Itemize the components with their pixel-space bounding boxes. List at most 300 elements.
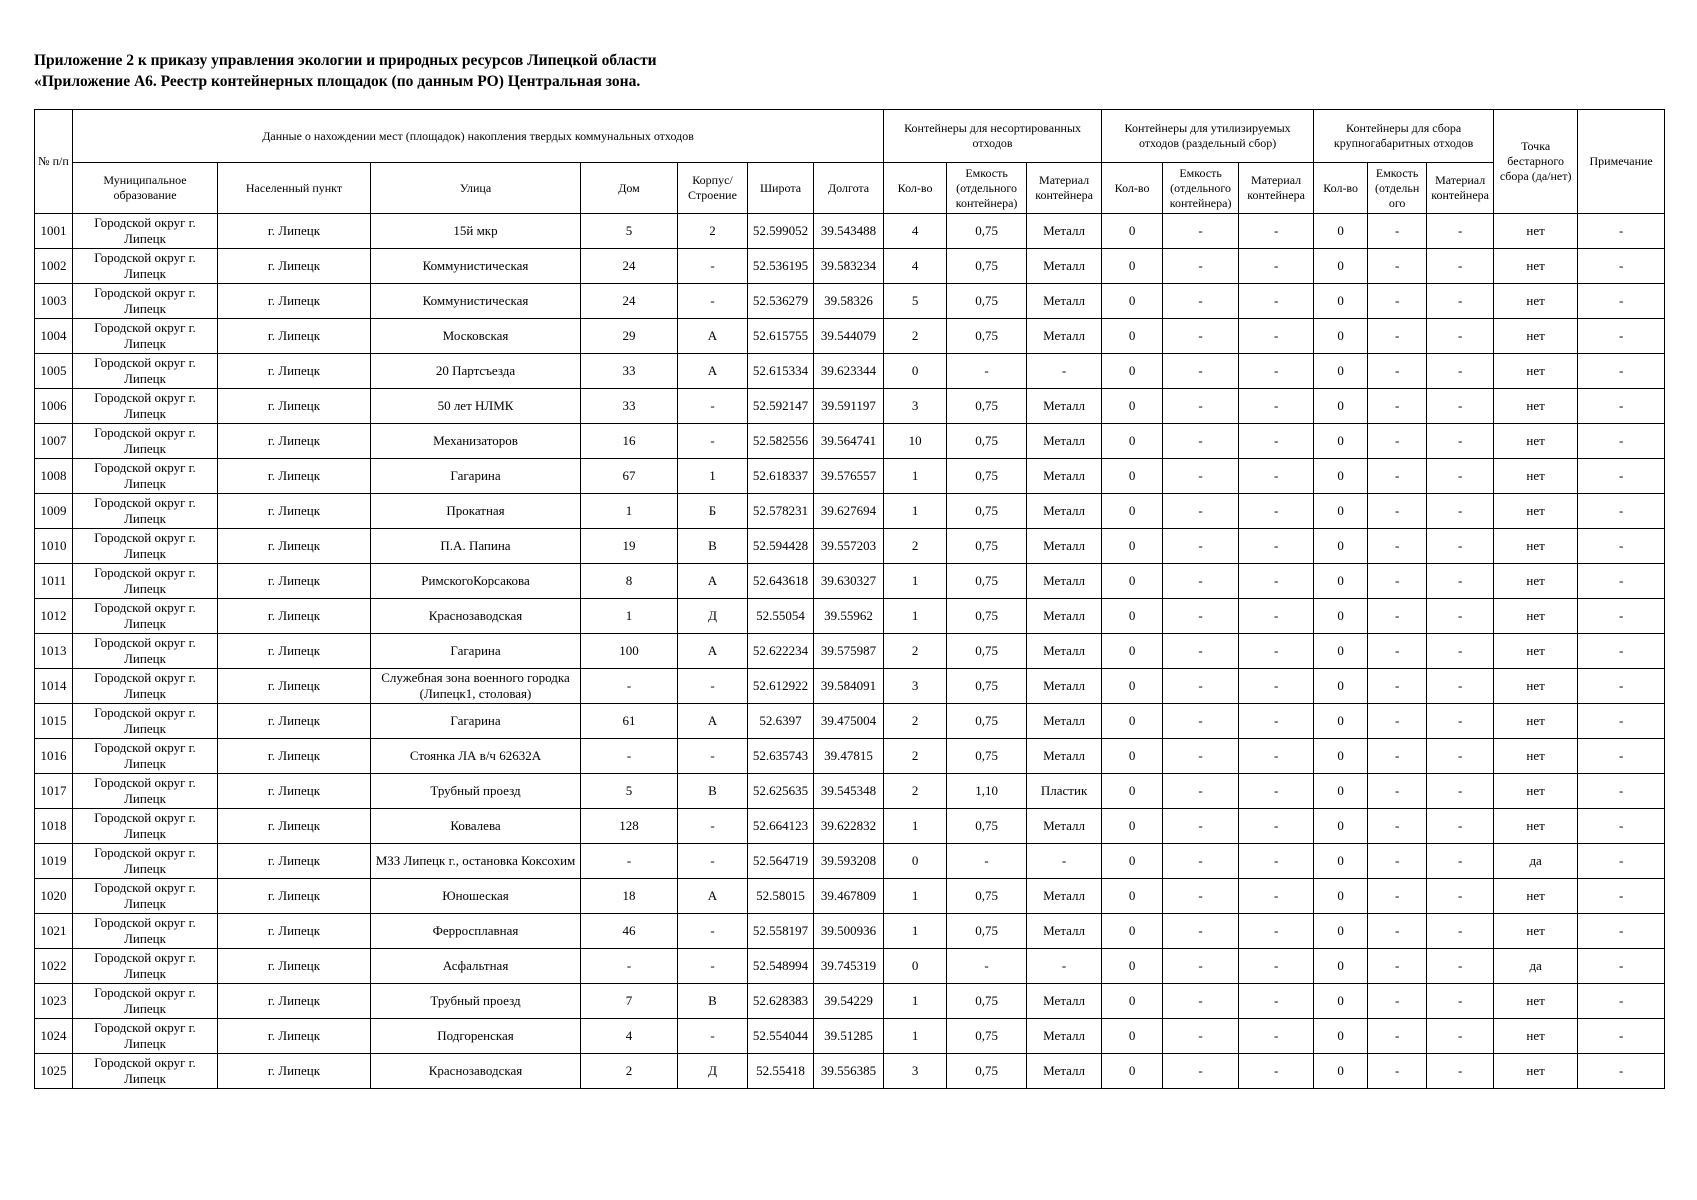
table-cell: 1025 (35, 1054, 73, 1089)
header-bulky-material: Материал контейнера (1427, 163, 1494, 214)
table-cell: - (678, 914, 748, 949)
table-cell: да (1494, 949, 1578, 984)
table-cell: 0,75 (947, 389, 1027, 424)
table-cell: 5 (581, 214, 678, 249)
table-cell: 0 (1314, 529, 1368, 564)
table-cell: - (1578, 1054, 1665, 1089)
table-cell: 39.54229 (814, 984, 884, 1019)
table-cell: - (1578, 739, 1665, 774)
table-cell: - (1578, 634, 1665, 669)
table-cell: 1 (884, 984, 947, 1019)
table-cell: 0,75 (947, 879, 1027, 914)
table-cell: Городской округ г. Липецк (73, 319, 218, 354)
table-cell: 2 (884, 319, 947, 354)
table-cell: 52.548994 (748, 949, 814, 984)
table-cell: 0 (1314, 774, 1368, 809)
table-cell: нет (1494, 914, 1578, 949)
table-cell: 0 (1314, 949, 1368, 984)
table-cell: - (1368, 1019, 1427, 1054)
table-cell: нет (1494, 669, 1578, 704)
table-cell: 0 (1314, 1019, 1368, 1054)
table-cell: - (1578, 599, 1665, 634)
table-cell: 39.591197 (814, 389, 884, 424)
table-cell: Стоянка ЛА в/ч 62632А (371, 739, 581, 774)
table-cell: - (1239, 914, 1314, 949)
table-cell: 39.500936 (814, 914, 884, 949)
table-cell: 1 (884, 809, 947, 844)
table-cell: 0 (1314, 459, 1368, 494)
table-cell: 52.622234 (748, 634, 814, 669)
table-cell: - (1578, 529, 1665, 564)
table-cell: 0 (1102, 424, 1163, 459)
table-cell: - (1578, 494, 1665, 529)
table-cell: Гагарина (371, 459, 581, 494)
table-cell: нет (1494, 564, 1578, 599)
table-cell: г. Липецк (218, 984, 371, 1019)
table-cell: г. Липецк (218, 599, 371, 634)
table-row (35, 599, 1665, 634)
table-cell: 1001 (35, 214, 73, 249)
table-body (35, 214, 1665, 1089)
table-cell: 0 (1314, 739, 1368, 774)
table-cell: - (1239, 809, 1314, 844)
table-cell: 39.543488 (814, 214, 884, 249)
table-cell: 0,75 (947, 739, 1027, 774)
table-cell: 39.630327 (814, 564, 884, 599)
header-settlement: Населенный пункт (218, 163, 371, 214)
table-cell: нет (1494, 704, 1578, 739)
table-cell: 18 (581, 879, 678, 914)
table-cell: 24 (581, 249, 678, 284)
table-row (35, 844, 1665, 879)
table-cell: - (1578, 214, 1665, 249)
table-cell: - (678, 809, 748, 844)
table-cell: Юношеская (371, 879, 581, 914)
table-cell: 52.55054 (748, 599, 814, 634)
table-cell: - (1427, 249, 1494, 284)
table-cell: 52.554044 (748, 1019, 814, 1054)
table-row (35, 739, 1665, 774)
table-cell: 0,75 (947, 494, 1027, 529)
header-recyclable-count: Кол-во (1102, 163, 1163, 214)
table-cell: г. Липецк (218, 809, 371, 844)
table-cell: 1006 (35, 389, 73, 424)
table-row (35, 214, 1665, 249)
table-row (35, 459, 1665, 494)
table-cell: 0,75 (947, 634, 1027, 669)
table-cell: 8 (581, 564, 678, 599)
table-cell: Городской округ г. Липецк (73, 389, 218, 424)
table-cell: - (678, 424, 748, 459)
header-house: Дом (581, 163, 678, 214)
table-cell: - (1427, 739, 1494, 774)
table-cell: 0 (1102, 844, 1163, 879)
table-cell: 1012 (35, 599, 73, 634)
table-cell: нет (1494, 459, 1578, 494)
table-cell: 5 (884, 284, 947, 319)
table-cell: Металл (1027, 494, 1102, 529)
table-cell: - (1368, 319, 1427, 354)
table-cell: 1021 (35, 914, 73, 949)
table-cell: - (1239, 844, 1314, 879)
table-cell: нет (1494, 634, 1578, 669)
table-cell: 1008 (35, 459, 73, 494)
table-cell: нет (1494, 809, 1578, 844)
table-cell: нет (1494, 319, 1578, 354)
table-cell: - (1163, 809, 1239, 844)
table-cell: 1022 (35, 949, 73, 984)
table-cell: 0,75 (947, 249, 1027, 284)
table-cell: - (947, 354, 1027, 389)
table-cell: нет (1494, 354, 1578, 389)
table-cell: - (678, 249, 748, 284)
header-building: Корпус/ Строение (678, 163, 748, 214)
table-row (35, 494, 1665, 529)
table-cell: 128 (581, 809, 678, 844)
table-cell: Городской округ г. Липецк (73, 459, 218, 494)
table-row (35, 809, 1665, 844)
table-cell: А (678, 704, 748, 739)
table-cell: Асфальтная (371, 949, 581, 984)
table-cell: - (947, 949, 1027, 984)
table-cell: 1 (581, 494, 678, 529)
table-cell: 0 (1314, 214, 1368, 249)
table-cell: - (1239, 634, 1314, 669)
table-cell: г. Липецк (218, 424, 371, 459)
table-cell: 39.623344 (814, 354, 884, 389)
table-cell: 52.599052 (748, 214, 814, 249)
table-cell: - (1578, 319, 1665, 354)
table-cell: - (1427, 669, 1494, 704)
table-cell: - (1368, 739, 1427, 774)
table-row (35, 354, 1665, 389)
table-cell: 1 (581, 599, 678, 634)
table-cell: - (1427, 844, 1494, 879)
table-cell: Городской округ г. Липецк (73, 634, 218, 669)
table-cell: 52.536279 (748, 284, 814, 319)
table-cell: 0,75 (947, 809, 1027, 844)
header-municipality: Муниципальное образование (73, 163, 218, 214)
table-cell: нет (1494, 1054, 1578, 1089)
table-cell: 0 (1314, 669, 1368, 704)
table-cell: 52.55418 (748, 1054, 814, 1089)
table-cell: Городской округ г. Липецк (73, 284, 218, 319)
table-cell: 0 (1102, 249, 1163, 284)
table-cell: нет (1494, 879, 1578, 914)
table-cell: 0 (1102, 1019, 1163, 1054)
table-cell: - (1239, 739, 1314, 774)
table-cell: Б (678, 494, 748, 529)
table-cell: - (1163, 1019, 1239, 1054)
table-row (35, 529, 1665, 564)
table-cell: А (678, 319, 748, 354)
table-cell: Металл (1027, 704, 1102, 739)
table-cell: 0 (1102, 214, 1163, 249)
table-cell: - (678, 389, 748, 424)
table-cell: Трубный проезд (371, 774, 581, 809)
header-unsorted-capacity: Емкость (отдельного контейнера) (947, 163, 1027, 214)
table-cell: 1018 (35, 809, 73, 844)
table-cell: 0 (1314, 284, 1368, 319)
table-cell: 50 лет НЛМК (371, 389, 581, 424)
table-cell: Коммунистическая (371, 249, 581, 284)
table-cell: 0,75 (947, 284, 1027, 319)
table-cell: - (1163, 354, 1239, 389)
table-cell: 52.564719 (748, 844, 814, 879)
table-cell: - (1427, 1054, 1494, 1089)
table-cell: - (1368, 634, 1427, 669)
table-cell: - (1239, 389, 1314, 424)
table-cell: 2 (884, 704, 947, 739)
table-cell: 1015 (35, 704, 73, 739)
table-cell: - (678, 1019, 748, 1054)
table-cell: 15й мкр (371, 214, 581, 249)
table-cell: - (1578, 424, 1665, 459)
table-cell: 0 (1314, 599, 1368, 634)
table-cell: - (1578, 809, 1665, 844)
table-cell: 16 (581, 424, 678, 459)
table-cell: 0,75 (947, 564, 1027, 599)
table-cell: 24 (581, 284, 678, 319)
table-cell: - (581, 739, 678, 774)
table-cell: - (1427, 459, 1494, 494)
header-bulky-group: Контейнеры для сбора крупногабаритных отходов (1314, 110, 1494, 163)
table-cell: Гагарина (371, 634, 581, 669)
table-cell: 39.557203 (814, 529, 884, 564)
table-cell: 39.622832 (814, 809, 884, 844)
table-cell: 20 Партсъезда (371, 354, 581, 389)
table-cell: 1 (678, 459, 748, 494)
table-cell: В (678, 774, 748, 809)
table-cell: - (1239, 249, 1314, 284)
table-cell: 0 (1314, 879, 1368, 914)
table-cell: - (581, 844, 678, 879)
table-cell: г. Липецк (218, 319, 371, 354)
table-cell: А (678, 564, 748, 599)
table-cell: 0,75 (947, 214, 1027, 249)
table-cell: Городской округ г. Липецк (73, 214, 218, 249)
table-cell: 39.745319 (814, 949, 884, 984)
table-cell: нет (1494, 494, 1578, 529)
table-cell: 52.558197 (748, 914, 814, 949)
table-cell: г. Липецк (218, 459, 371, 494)
table-cell: - (1368, 529, 1427, 564)
header-location-group: Данные о нахождении мест (площадок) накопления твердых коммунальных отходов (73, 110, 884, 163)
table-cell: Металл (1027, 914, 1102, 949)
table-cell: 52.615334 (748, 354, 814, 389)
table-cell: 1011 (35, 564, 73, 599)
table-cell: - (1163, 704, 1239, 739)
table-cell: - (1163, 424, 1239, 459)
table-cell: 52.643618 (748, 564, 814, 599)
table-cell: 52.628383 (748, 984, 814, 1019)
table-cell: 1020 (35, 879, 73, 914)
table-cell: - (1427, 424, 1494, 459)
table-cell: Д (678, 599, 748, 634)
table-cell: Металл (1027, 529, 1102, 564)
table-cell: 1019 (35, 844, 73, 879)
table-row (35, 249, 1665, 284)
table-cell: 39.58326 (814, 284, 884, 319)
table-cell: 7 (581, 984, 678, 1019)
table-cell: 1 (884, 564, 947, 599)
header-note: Примечание (1578, 110, 1665, 214)
table-row (35, 424, 1665, 459)
table-cell: Металл (1027, 249, 1102, 284)
table-cell: - (1368, 284, 1427, 319)
table-cell: - (1163, 984, 1239, 1019)
table-cell: 0,75 (947, 599, 1027, 634)
table-cell: 2 (884, 739, 947, 774)
table-cell: - (678, 739, 748, 774)
table-cell: 39.576557 (814, 459, 884, 494)
table-cell: 2 (678, 214, 748, 249)
table-cell: - (1239, 704, 1314, 739)
table-cell: - (1368, 844, 1427, 879)
table-cell: - (1163, 249, 1239, 284)
table-cell: - (1368, 389, 1427, 424)
table-cell: Металл (1027, 214, 1102, 249)
table-cell: Металл (1027, 599, 1102, 634)
table-cell: - (1368, 879, 1427, 914)
table-cell: - (1368, 214, 1427, 249)
table-cell: 0,75 (947, 704, 1027, 739)
table-cell: Металл (1027, 739, 1102, 774)
table-cell: 0 (1314, 634, 1368, 669)
table-cell: - (1368, 949, 1427, 984)
table-cell: 39.545348 (814, 774, 884, 809)
table-cell: - (1368, 354, 1427, 389)
table-cell: - (1427, 529, 1494, 564)
table-cell: 39.575987 (814, 634, 884, 669)
table-cell: 2 (884, 774, 947, 809)
table-cell: Металл (1027, 319, 1102, 354)
table-cell: 0,75 (947, 459, 1027, 494)
table-cell: 61 (581, 704, 678, 739)
table-cell: - (947, 844, 1027, 879)
table-row (35, 949, 1665, 984)
table-cell: Ковалева (371, 809, 581, 844)
table-cell: г. Липецк (218, 949, 371, 984)
table-cell: - (1368, 914, 1427, 949)
table-cell: 29 (581, 319, 678, 354)
header-bulky-capacity: Емкость (отдельн ого (1368, 163, 1427, 214)
table-cell: Краснозаводская (371, 1054, 581, 1089)
table-cell: - (1578, 844, 1665, 879)
table-cell: - (1578, 249, 1665, 284)
table-cell: Городской округ г. Липецк (73, 494, 218, 529)
table-cell: Городской округ г. Липецк (73, 774, 218, 809)
table-cell: - (1368, 494, 1427, 529)
table-cell: 0 (1102, 949, 1163, 984)
table-cell: 0,75 (947, 319, 1027, 354)
table-cell: Городской округ г. Липецк (73, 949, 218, 984)
table-cell: - (1163, 529, 1239, 564)
document-page (34, 50, 1664, 1089)
table-cell: - (1239, 284, 1314, 319)
table-cell: нет (1494, 389, 1578, 424)
table-cell: Пластик (1027, 774, 1102, 809)
table-cell: 0 (1102, 914, 1163, 949)
table-cell: 52.578231 (748, 494, 814, 529)
document-title-line-1: Приложение 2 к приказу управления экологии и природных ресурсов Липецкой области (34, 52, 657, 69)
table-cell: г. Липецк (218, 879, 371, 914)
table-cell: 0 (1314, 984, 1368, 1019)
table-cell: 52.582556 (748, 424, 814, 459)
table-cell: - (1163, 634, 1239, 669)
table-cell: нет (1494, 284, 1578, 319)
table-cell: - (1368, 984, 1427, 1019)
table-cell: А (678, 634, 748, 669)
table-cell: г. Липецк (218, 774, 371, 809)
table-cell: - (1239, 774, 1314, 809)
table-cell: Городской округ г. Липецк (73, 1054, 218, 1089)
table-cell: - (1163, 494, 1239, 529)
table-cell: РимскогоКорсакова (371, 564, 581, 599)
table-cell: 0,75 (947, 424, 1027, 459)
table-cell: 52.58015 (748, 879, 814, 914)
table-cell: Городской округ г. Липецк (73, 879, 218, 914)
table-cell: г. Липецк (218, 284, 371, 319)
table-cell: - (1427, 879, 1494, 914)
table-cell: 0 (884, 949, 947, 984)
table-cell: - (581, 669, 678, 704)
table-cell: - (1427, 564, 1494, 599)
table-cell: Городской округ г. Липецк (73, 984, 218, 1019)
table-cell: - (1239, 879, 1314, 914)
header-recyclable-capacity: Емкость (отдельного контейнера) (1163, 163, 1239, 214)
table-cell: - (1368, 704, 1427, 739)
table-cell: 1013 (35, 634, 73, 669)
table-cell: 1 (884, 599, 947, 634)
table-cell: г. Липецк (218, 214, 371, 249)
table-cell: 0 (1314, 914, 1368, 949)
table-cell: 39.584091 (814, 669, 884, 704)
table-cell: Городской округ г. Липецк (73, 529, 218, 564)
table-cell: 0 (1102, 984, 1163, 1019)
table-cell: - (1427, 984, 1494, 1019)
table-cell: - (678, 284, 748, 319)
table-cell: МЗЗ Липецк г., остановка Коксохим (371, 844, 581, 879)
table-row (35, 319, 1665, 354)
table-cell: - (1239, 424, 1314, 459)
table-cell: Ферросплавная (371, 914, 581, 949)
table-row (35, 634, 1665, 669)
table-cell: 52.612922 (748, 669, 814, 704)
table-cell: В (678, 984, 748, 1019)
table-cell: - (1427, 284, 1494, 319)
table-cell: Служебная зона военного городка (Липецк1, столовая) (371, 669, 581, 704)
table-cell: Подгоренская (371, 1019, 581, 1054)
table-cell: - (1578, 669, 1665, 704)
table-cell: - (1163, 214, 1239, 249)
table-cell: - (1368, 459, 1427, 494)
header-lon: Долгота (814, 163, 884, 214)
table-cell: 1004 (35, 319, 73, 354)
table-cell: г. Липецк (218, 704, 371, 739)
table-cell: 39.564741 (814, 424, 884, 459)
table-cell: 0 (1102, 774, 1163, 809)
table-cell: - (1578, 774, 1665, 809)
table-cell: Механизаторов (371, 424, 581, 459)
table-row (35, 1019, 1665, 1054)
table-cell: - (1239, 949, 1314, 984)
table-cell: - (1578, 1019, 1665, 1054)
table-cell: г. Липецк (218, 634, 371, 669)
table-cell: 0 (884, 844, 947, 879)
header-lat: Широта (748, 163, 814, 214)
table-cell: 1024 (35, 1019, 73, 1054)
